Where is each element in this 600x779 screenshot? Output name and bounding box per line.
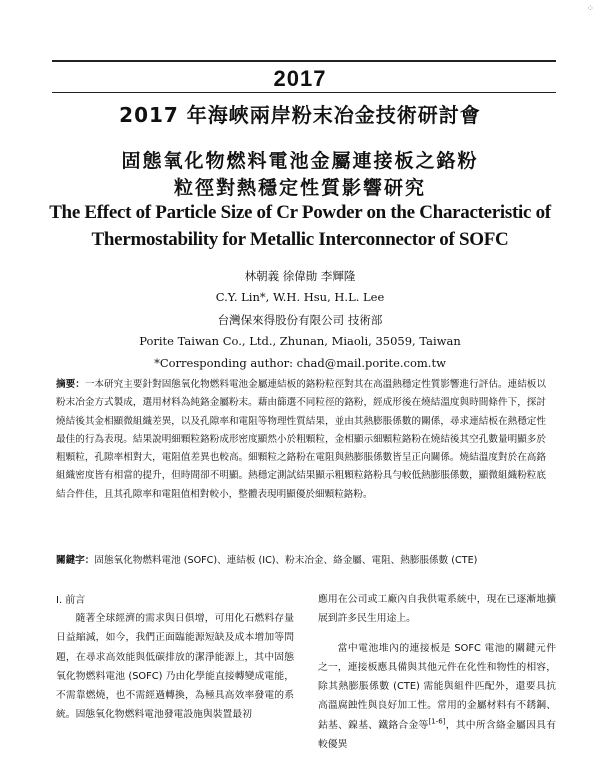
chinese-affiliation: 台灣保來得股份有限公司 技術部 [217, 313, 383, 327]
right-column [318, 590, 556, 754]
keywords [56, 552, 556, 566]
chinese-title-line-2: 粒徑對熱穩定性質影響研究 [173, 177, 426, 199]
english-title-line-1: The Effect of Particle Size of Cr Powder on the Characteristic of [49, 202, 551, 223]
left-column [56, 592, 294, 725]
header-rule-lower [52, 92, 556, 93]
intro-paragraph-continued: 應用在公司或工廠內自我供電系統中，現在已逐漸地擴展到許多民生用途上。 [318, 594, 556, 625]
reference-marker: [1-6] [428, 717, 446, 726]
interconnect-text-continued: ，其中所含絡金屬因具有較優異 [318, 719, 556, 751]
keywords-text: 固態氧化物燃料電池 (SOFC)、連結板 (IC)、粉末冶金、絡金屬、電阻、熱膨脹係數 (CTE) [94, 555, 478, 566]
english-title-line-2: Thermostability for Metallic Interconnector of SOFC [91, 229, 509, 250]
abstract [56, 376, 546, 504]
intro-paragraph: 隨著全球經濟的需求與日俱增，可用化石燃料存量日益縮減，如今，我們正面臨能源短缺及成本增加等問題，在尋求高效能與低碳排放的潔淨能源上，其中固態氧化物燃料電池 (SOFC) 乃由化學能直接轉變成電能，不需靠燃燒，也不需經過轉換，為極具高效率發電的系統。固態氧化物燃料電池發電設施與裝置最初 [56, 613, 294, 721]
corresponding-author: *Corresponding author: chad@mail.porite.com.tw [154, 356, 446, 370]
abstract-label: 摘要： [56, 379, 85, 390]
abstract-text: 一本研究主要針對固態氧化物燃料電池金屬連結板的鉻粉粒徑對其在高溫熱穩定性質影響進行評估。連結板以粉末冶金方式製成，選用材料為純鉻金屬粉末。藉由篩選不同粒徑的鉻粉，經成形後在燒結溫度與時間條件下，探討燒結後其金相顯微組織差異，以及孔隙率和電阻等物理性質結果，並由其熱膨脹係數的關係，尋求連結板在熱穩定性最佳的行為表現。結果說明細顆粒鉻粉成形密度顯然小於粗顆粒，金相顯示細顆粒鉻粉在燒結後其空孔數量明顯多於粗顆粒，孔隙率相對大，電阻值差異也較高。細顆粒之鉻粉在電阻與熱膨脹係數皆呈正向關係。燒結溫度對於在高鉻組織密度皆有相當的提升，但時間卻不明顯。熱穩定測試結果顯示粗顆粒鉻粉具勻較低熱膨脹係數，顯微組織粉粒底結合件佳，且其孔隙率和電阻值相對較小，整體表現明顯優於細顆粒鉻粉。 [56, 379, 547, 500]
english-authors: C.Y. Lin*, W.H. Hsu, H.L. Lee [215, 290, 385, 304]
english-affiliation: Porite Taiwan Co., Ltd., Zhunan, Miaoli, 35059, Taiwan [139, 334, 461, 348]
header-rule [52, 60, 556, 62]
scan-artifact: ⁘ [586, 4, 594, 14]
chinese-title-line-1: 固態氧化物燃料電池金屬連接板之鉻粉 [121, 150, 479, 172]
conference-title: 2017 年海峽兩岸粉末冶金技術研討會 [119, 103, 481, 127]
interconnect-paragraph [318, 639, 556, 755]
chinese-authors: 林朝義 徐偉勛 李輝隆 [244, 269, 356, 283]
interconnect-text: 當中電池堆內的連接板是 SOFC 電池的關鍵元件之一，連接板應具備與其他元件在化性和物性的相容，除其熱膨脹係數 (CTE) 需能與組件匹配外，還要具抗高溫腐蝕性與良好加工性。常用的金屬材料有不銹鋼、鈷基、鎳基、鐵鉻合金等 [318, 642, 556, 731]
keywords-label: 關鍵字： [56, 555, 95, 566]
year-badge: 2017 [273, 66, 327, 91]
section-heading-introduction: I. 前言 [56, 595, 86, 606]
